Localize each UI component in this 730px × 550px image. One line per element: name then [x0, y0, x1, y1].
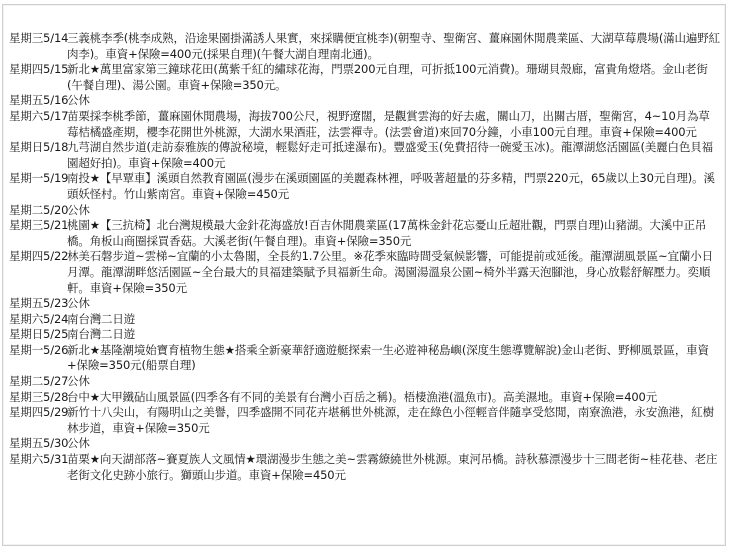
entry-description: 新竹十八尖山，有陽明山之美譽，四季盛開不同花卉堪稱世外桃源，走在綠色小徑輕音伴隨享受悠閒，南寮漁港，永安漁港，紅樹林步道，車資+保險=350元 — [67, 405, 714, 435]
document-frame — [2, 4, 726, 546]
entry-description: 林美石磐步道~雲梯~宜蘭的小太魯閣，全長約1.7公里。※花季來臨時間受氣候影響，可能提前或延後。龍潭湖風景區~宜蘭小日月潭。龍潭湖畔悠活園區~全台最大的貝福建築賦予貝福新生命。渴園湯溫泉公園~椅外半露天泡腳池，身心放鬆舒解壓力。奕順軒。車資+保險=350元 — [67, 249, 713, 295]
schedule-entry — [9, 109, 721, 140]
entry-description: 公休 — [67, 374, 90, 389]
entry-description: 南台灣二日遊 — [67, 327, 136, 342]
schedule-entry — [9, 93, 721, 109]
entry-description: 南台灣二日遊 — [67, 311, 136, 326]
schedule-list — [9, 31, 721, 483]
entry-date: 星期四5/15 — [9, 62, 69, 77]
schedule-entry — [9, 249, 721, 296]
entry-description: 苗栗採李桃季節，薑麻園休閒農場，海拔700公尺，視野遼闊，是觀賞雲海的好去處，關山刀，出關古厝，聖衛宮，4~10月為草莓桔橘盛產期，櫻李花開世外桃源，大湖水果酒莊，法雲禪寺。(法雲會道)來回70分鐘，小車100元自理。車資+保險=400元 — [67, 108, 710, 139]
schedule-entry — [9, 312, 721, 328]
schedule-entry — [9, 140, 721, 171]
schedule-entry — [9, 203, 721, 219]
entry-description: 公休 — [67, 93, 90, 108]
entry-description: 新北★萬里富家第三鐘球花田(萬紫千紅的繡球花海，門票200元自理，可折抵100元消費)。珊瑚貝殼廊，富貴角燈塔。金山老街(午餐自理)、湯公園。車資+保險=350元。 — [67, 62, 708, 92]
entry-description: 南投★【早覃車】溪頭自然教育園區(漫步在溪頭園區的美麗森林裡，呼吸著超量的芬多精，門票220元，65歲以上30元自理)。溪頭妖怪村。竹山紫南宮。車資+保險=450元 — [67, 171, 715, 201]
schedule-entry — [9, 62, 721, 93]
entry-date: 星期三5/21 — [9, 218, 69, 233]
entry-description: 九芎湖自然步道(走訪泰雅族的傳說秘境，輕鬆好走可抵達瀑布)。豐盛愛玉(免費招待一碗愛玉冰)。龍潭湖悠活園區(美麗白色貝福園超好拍)。車資+保險=400元 — [67, 140, 713, 170]
entry-date: 星期五5/16 — [9, 93, 69, 108]
entry-date: 星期一5/26 — [9, 342, 69, 357]
schedule-entry — [9, 405, 721, 436]
entry-date: 星期日5/25 — [9, 327, 69, 342]
schedule-entry — [9, 327, 721, 343]
schedule-entry — [9, 452, 721, 483]
entry-date: 星期五5/23 — [9, 296, 69, 311]
entry-date: 星期三5/14 — [9, 31, 69, 45]
entry-date: 星期六5/24 — [9, 311, 69, 326]
entry-date: 星期四5/29 — [9, 405, 69, 420]
entry-description: 桃園★【三抗椅】北台灣規模最大金針花海盛放!百吉休閒農業區(17萬株金針花忘憂山丘超壯觀，門票自理)山豬湖。大溪中正吊橋。角板山商圈採買香菇。大溪老街(午餐自理)。車資+保險=350元 — [67, 218, 707, 248]
entry-date: 星期二5/20 — [9, 202, 69, 217]
schedule-entry — [9, 171, 721, 202]
schedule-entry — [9, 436, 721, 452]
entry-date: 星期六5/31 — [9, 452, 69, 467]
entry-date: 星期六5/17 — [9, 108, 69, 123]
entry-date: 星期日5/18 — [9, 140, 69, 155]
entry-date: 星期三5/28 — [9, 389, 69, 404]
entry-date: 星期五5/30 — [9, 436, 69, 451]
entry-description: 苗栗★向天湖部落~賽夏族人文風情★環湖漫步生態之美~雲霧繚繞世外桃源。東河吊橋。詩秋慕漂漫步十三間老街~桂花巷、老庄老街文化史跡小旅行。獅頭山步道。車資+保險=450元 — [67, 452, 718, 482]
entry-date: 星期一5/19 — [9, 171, 69, 186]
schedule-entry — [9, 296, 721, 312]
entry-description: 三義桃李季(桃李成熟，沿途果園掛滿誘人果實，來採購便宜桃李)(朝聖寺、聖衛宮、薑麻園休閒農業區、大湖草莓農場(滿山遍野紅肉李)。車資+保險=400元(採果自理)(午餐大湖自理南北通)。 — [67, 31, 720, 61]
entry-description: 新北★基隆潮境始寶育植物生態★搭乘全新豪華舒適遊艇探索一生必遊神秘島嶼(深度生態導覽解說)金山老街、野柳風景區，車資+保險=350元(船票自理) — [67, 342, 709, 373]
schedule-entry — [9, 374, 721, 390]
entry-description: 台中★大甲鐵砧山風景區(四季各有不同的美景有台灣小百岳之稱)。梧棲漁港(溫魚市)。高美濕地。車資+保險=400元 — [67, 389, 658, 404]
schedule-entry — [9, 390, 721, 406]
schedule-entry — [9, 343, 721, 374]
entry-description: 公休 — [67, 202, 90, 217]
entry-description: 公休 — [67, 436, 90, 451]
entry-description: 公休 — [67, 296, 90, 311]
schedule-entry — [9, 31, 721, 62]
entry-date: 星期二5/27 — [9, 374, 69, 389]
entry-date: 星期四5/22 — [9, 249, 69, 264]
schedule-entry — [9, 218, 721, 249]
